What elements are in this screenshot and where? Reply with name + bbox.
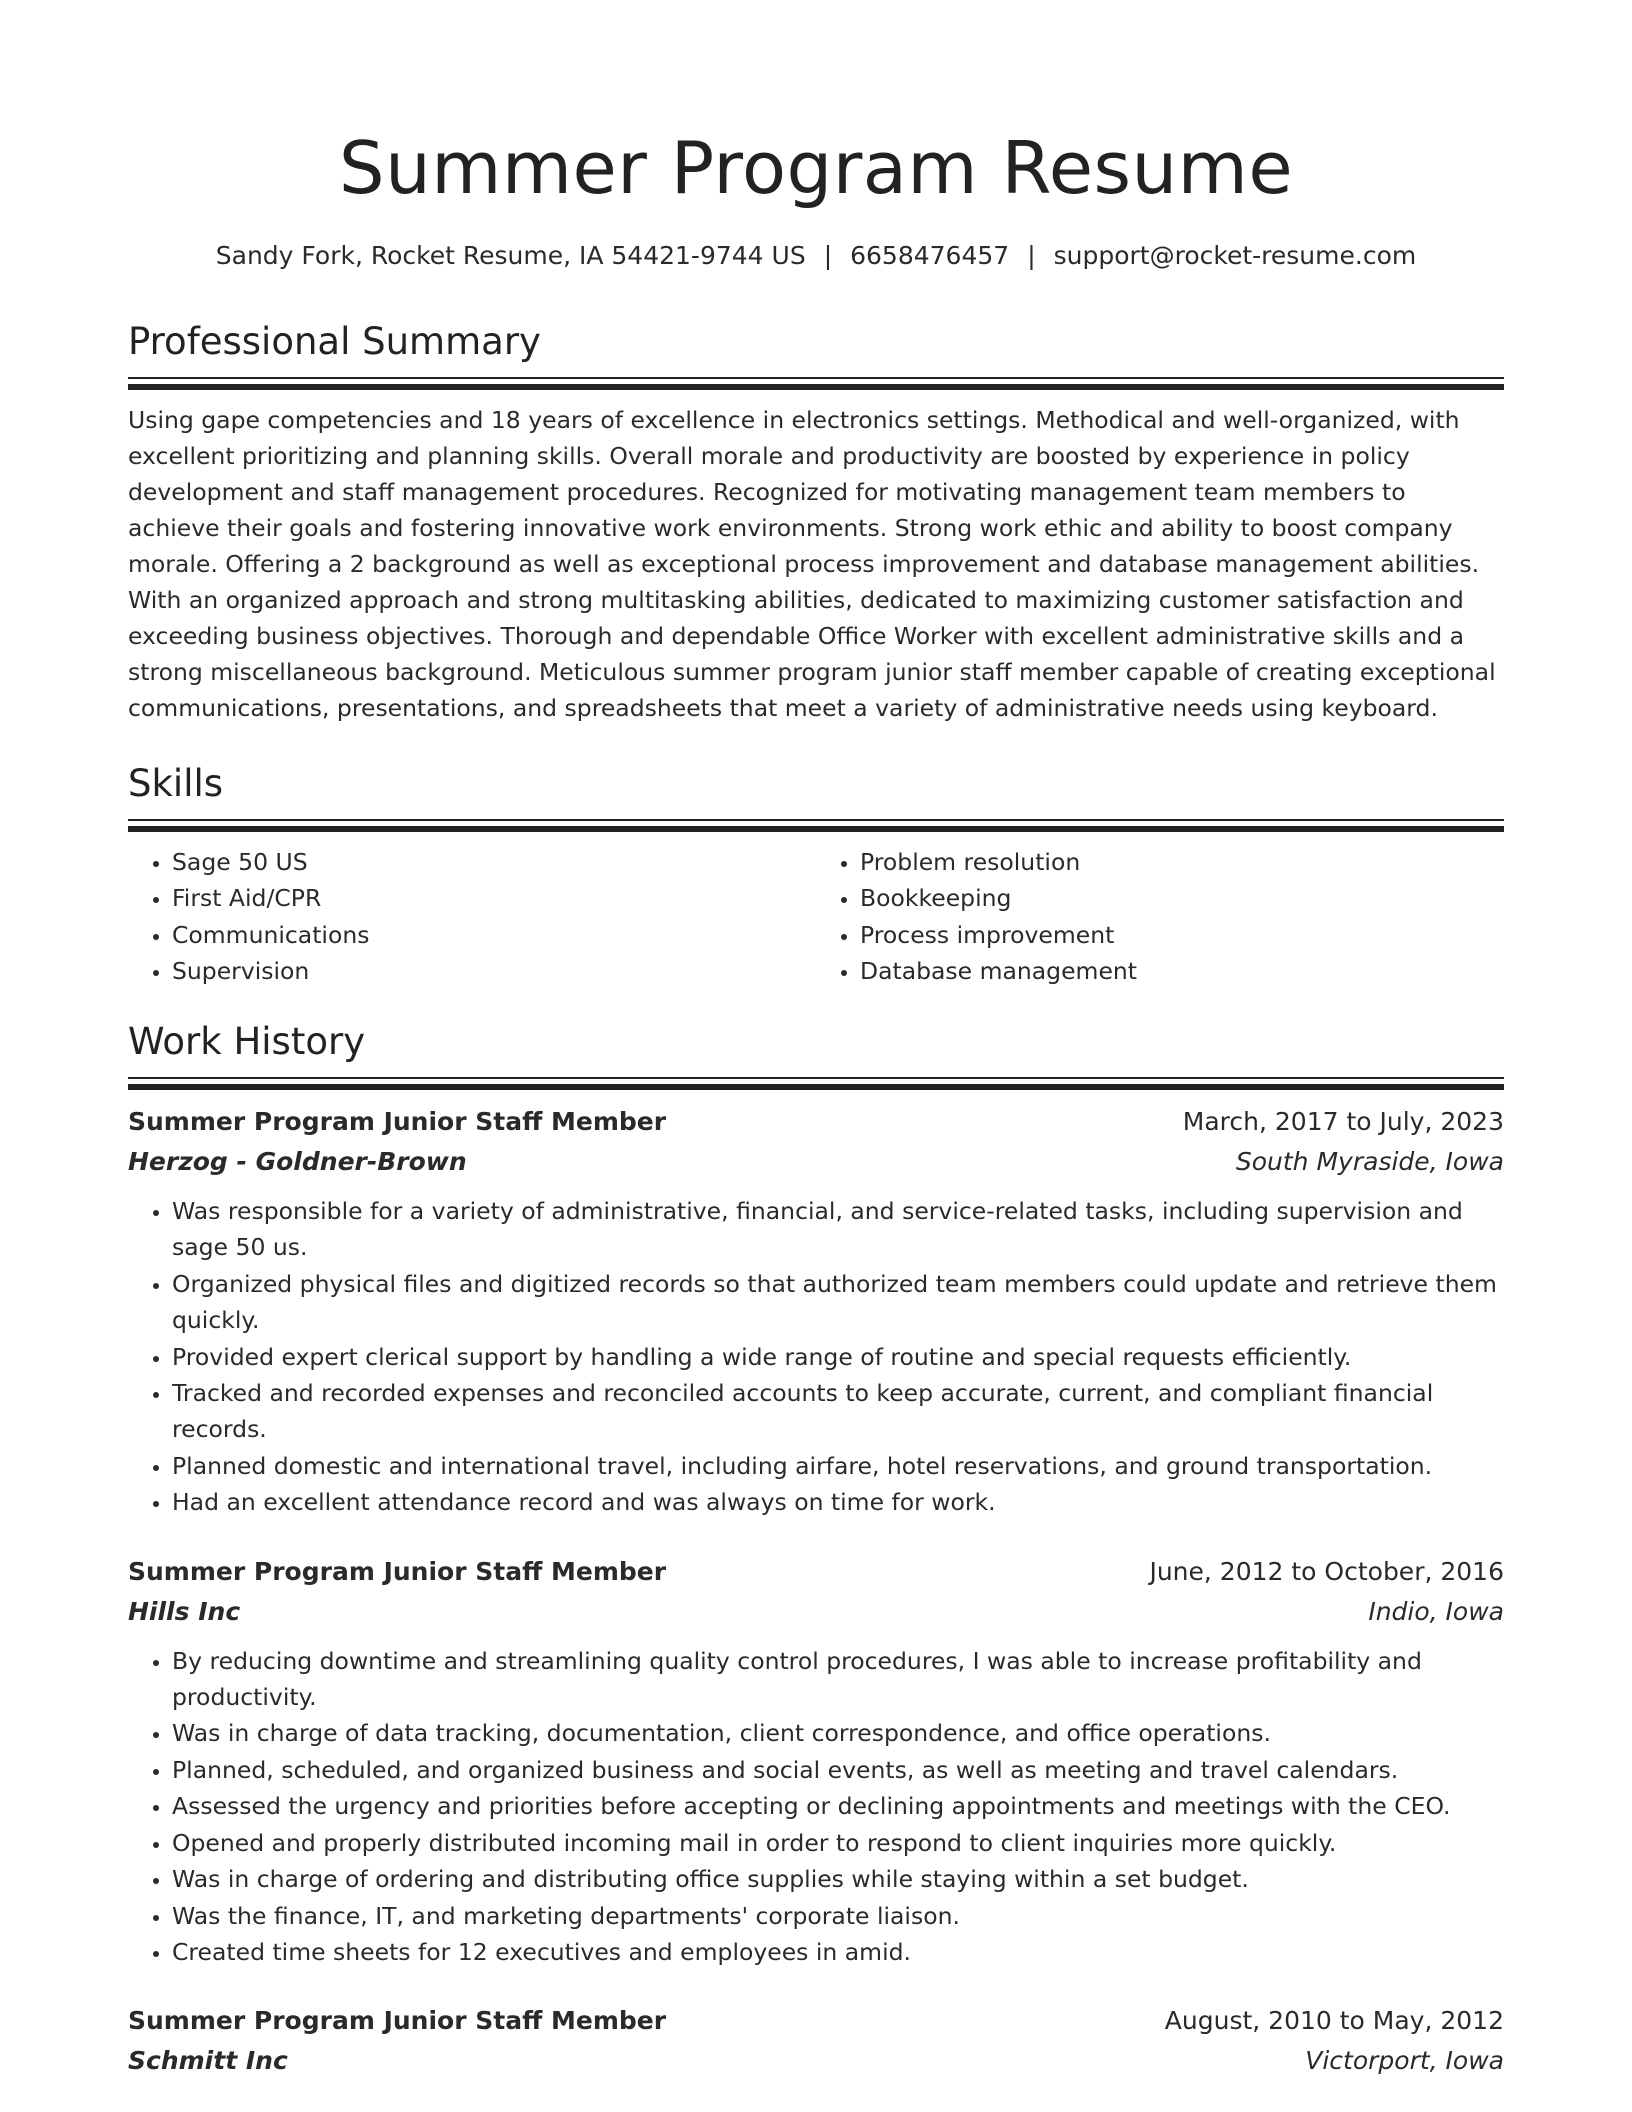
job-header [128,1552,1504,1592]
work-history-section [128,1018,1504,2081]
skill-item: • Process improvement [860,917,1504,953]
job-title: Summer Program Junior Staff Member [128,1556,667,1586]
job-bullet: • Was responsible for a variety of administrative, financial, and service-related tasks, including supervision and sage 50 us. [172,1193,1504,1266]
job-dates: June, 2012 to October, 2016 [1149,1556,1504,1586]
professional-summary-section [128,318,1504,726]
job-bullet: • Was in charge of data tracking, documentation, client correspondence, and office operations. [172,1715,1504,1751]
job-bullet: • Created time sheets for 12 executives and employees in amid. [172,1934,1504,1970]
job-dates: August, 2010 to May, 2012 [1164,2006,1504,2036]
job-bullets [128,1193,1504,1521]
job-location: South Myraside, Iowa [1235,1147,1504,1176]
contact-email: support@rocket-resume.com [1053,241,1417,270]
job-bullet: • Organized physical files and digitized records so that authorized team members could update and retrieve them quickly. [172,1266,1504,1339]
job-bullet: • Planned, scheduled, and organized business and social events, as well as meeting and travel calendars. [172,1752,1504,1788]
skills-list-right [816,844,1504,990]
skill-item: • Bookkeeping [860,880,1504,916]
section-divider [128,1077,1504,1091]
job-title: Summer Program Junior Staff Member [128,1107,667,1136]
job-entry [128,1552,1504,1971]
job-entry [128,2001,1504,2081]
skill-item: • Sage 50 US [172,844,816,880]
skills-list-left [128,844,816,990]
skill-item: • Problem resolution [860,844,1504,880]
skill-item: • First Aid/CPR [172,880,816,916]
job-bullet: • Was the finance, IT, and marketing departments' corporate liaison. [172,1898,1504,1934]
job-subheader [128,1142,1504,1182]
section-divider [128,819,1504,833]
job-location: Indio, Iowa [1368,1596,1504,1626]
summary-text: Using gape competencies and 18 years of excellence in electronics settings. Methodical and well-organized, with excellent prioritizing and planning skills. Overall morale and productivity are boosted by experience in policy development and staff management procedures. Recognized for motivating management team members to achieve their goals and fostering innovative work environments. Strong work ethic and ability to boost company morale. Offering a 2 background as well as exceptional process improvement and database management abilities. With an organized approach and strong multitasking abilities, dedicated to maximizing customer satisfaction and exceeding business objectives. Thorough and dependable Office Worker with excellent administrative skills and a strong miscellaneous background. Meticulous summer program junior staff member capable of creating exceptional communications, presentations, and spreadsheets that meet a variety of administrative needs using keyboard. [128,406,1496,722]
contact-separator: | [823,241,833,270]
job-company: Herzog - Goldner-Brown [128,1147,467,1176]
contact-address: Sandy Fork, Rocket Resume, IA 54421-9744 US [215,241,806,270]
skills-columns [128,844,1504,990]
job-company: Hills Inc [128,1596,241,1626]
section-title: Work History [128,1020,366,1063]
job-bullets [128,1643,1504,1971]
job-bullet: • Assessed the urgency and priorities before accepting or declining appointments and meetings with the CEO. [172,1788,1504,1824]
section-divider [128,377,1504,391]
contact-phone: 6658476457 [850,241,1010,270]
job-location: Victorport, Iowa [1305,2046,1504,2076]
section-title: Skills [128,762,224,805]
skill-item: • Communications [172,917,816,953]
job-entry [128,1102,1504,1521]
job-bullet: • Provided expert clerical support by handling a wide range of routine and special requests efficiently. [172,1339,1504,1375]
job-bullet: • Opened and properly distributed incoming mail in order to respond to client inquiries more quickly. [172,1825,1504,1861]
job-bullet: • Tracked and recorded expenses and reconciled accounts to keep accurate, current, and compliant financial records. [172,1375,1504,1448]
contact-separator: | [1027,241,1036,270]
job-header [128,2001,1504,2041]
job-subheader [128,2041,1504,2081]
job-bullet: • Had an excellent attendance record and was always on time for work. [172,1484,1504,1520]
job-company: Schmitt Inc [128,2046,288,2076]
skills-section [128,760,1504,990]
job-header [128,1102,1504,1142]
section-title: Professional Summary [128,320,541,363]
skill-item: • Supervision [172,953,816,989]
job-title: Summer Program Junior Staff Member [128,2006,667,2036]
job-subheader [128,1592,1504,1632]
resume-title: Summer Program Resume [338,126,1294,210]
job-bullet: • By reducing downtime and streamlining quality control procedures, I was able to increase profitability and productivity. [172,1643,1504,1716]
job-bullet: • Planned domestic and international travel, including airfare, hotel reservations, and ground transportation. [172,1448,1504,1484]
job-bullet: • Was in charge of ordering and distributing office supplies while staying within a set budget. [172,1861,1504,1897]
contact-line [128,238,1504,274]
job-dates: March, 2017 to July, 2023 [1182,1107,1504,1136]
skill-item: • Database management [860,953,1504,989]
